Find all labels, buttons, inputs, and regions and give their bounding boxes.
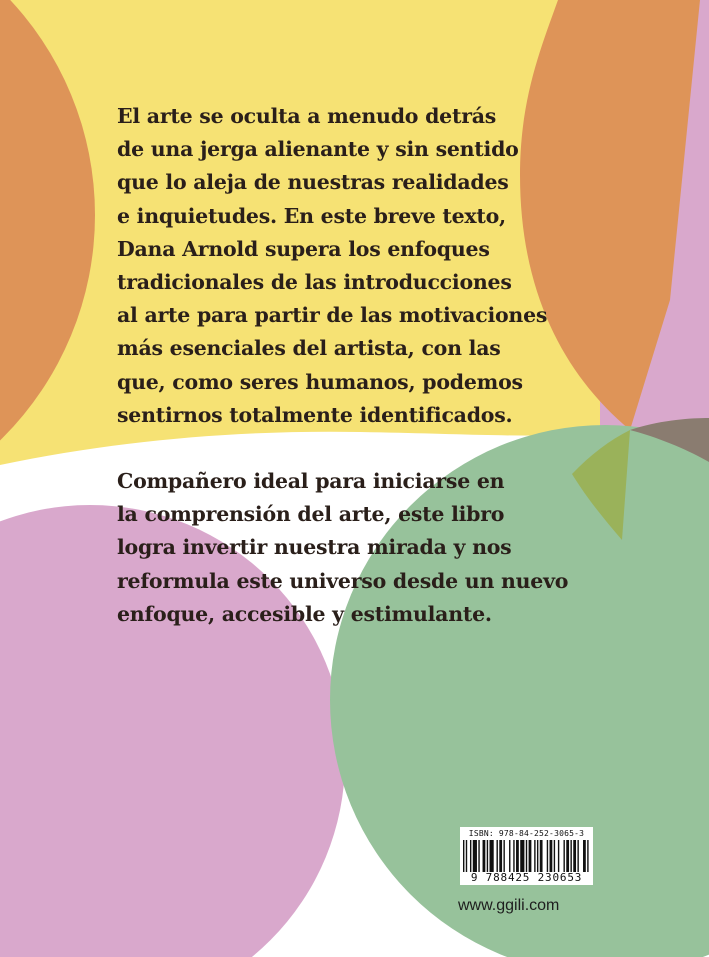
blurb-paragraph-2	[117, 465, 637, 631]
barcode-bar	[529, 840, 532, 872]
blurb-line: tradicionales de las introducciones	[117, 270, 512, 295]
barcode-bar	[526, 840, 527, 872]
blurb-line: más esenciales del artista, con las	[117, 336, 501, 361]
barcode-bar	[520, 840, 524, 872]
blurb-line: Compañero ideal para iniciarse en	[117, 469, 505, 494]
barcode-bar	[550, 840, 553, 872]
isbn-label: ISBN: 978-84-252-3065-3	[468, 829, 585, 838]
barcode-bar	[534, 840, 535, 872]
barcode-bar	[463, 840, 464, 872]
barcode-digits: 9 788425 230653	[470, 871, 583, 884]
blurb-line: que, como seres humanos, podemos	[117, 369, 523, 394]
blurb-line-rest: supera los enfoques	[264, 236, 490, 261]
barcode-bar	[547, 840, 548, 872]
blurb-line: de una jerga alienante y sin sentido	[117, 137, 519, 162]
blurb-paragraph-1	[117, 100, 637, 432]
barcode-bar	[558, 840, 559, 872]
barcode-bar	[516, 840, 519, 872]
blurb-line: al arte para partir de las motivaciones	[117, 303, 548, 328]
barcode-bars	[463, 840, 590, 872]
barcode-bar	[540, 840, 543, 872]
barcode-bar	[509, 840, 510, 872]
barcode-bar	[513, 840, 514, 872]
barcode-bar	[554, 840, 555, 872]
barcode-bar	[473, 840, 477, 872]
publisher-website: www.ggili.com	[458, 897, 560, 914]
barcode-bar	[478, 840, 479, 872]
barcode-bar	[470, 840, 471, 872]
blurb-line: que lo aleja de nuestras realidades	[117, 170, 509, 195]
barcode-bar	[537, 840, 538, 872]
barcode-bar	[566, 840, 569, 872]
barcode-bar	[573, 840, 576, 872]
back-cover-blurb	[117, 100, 637, 631]
blurb-line: El arte se oculta a menudo detrás	[117, 104, 497, 128]
barcode-bar	[496, 840, 497, 872]
barcode-bar	[587, 840, 588, 872]
blurb-line: la comprensión del arte, este libro	[117, 502, 505, 527]
barcode-bar	[466, 840, 467, 872]
barcode-bar	[503, 840, 504, 872]
blurb-line: reformula este universo desde un nuevo	[117, 568, 569, 593]
barcode-bar	[490, 840, 494, 872]
barcode-bar	[563, 840, 564, 872]
blurb-line-with-author	[117, 233, 637, 266]
barcode-bar	[583, 840, 586, 872]
author-name: Dana Arnold	[117, 236, 259, 261]
isbn-barcode	[460, 827, 593, 885]
blurb-line: e inquietudes. En este breve texto,	[117, 203, 506, 228]
barcode-bar	[499, 840, 502, 872]
blurb-line: enfoque, accesible y estimulante.	[117, 601, 492, 626]
blurb-line: logra invertir nuestra mirada y nos	[117, 535, 512, 560]
barcode-bar	[577, 840, 578, 872]
blurb-line: sentirnos totalmente identificados.	[117, 402, 513, 427]
barcode-bar	[487, 840, 488, 872]
barcode-bar	[483, 840, 486, 872]
barcode-bar	[570, 840, 571, 872]
